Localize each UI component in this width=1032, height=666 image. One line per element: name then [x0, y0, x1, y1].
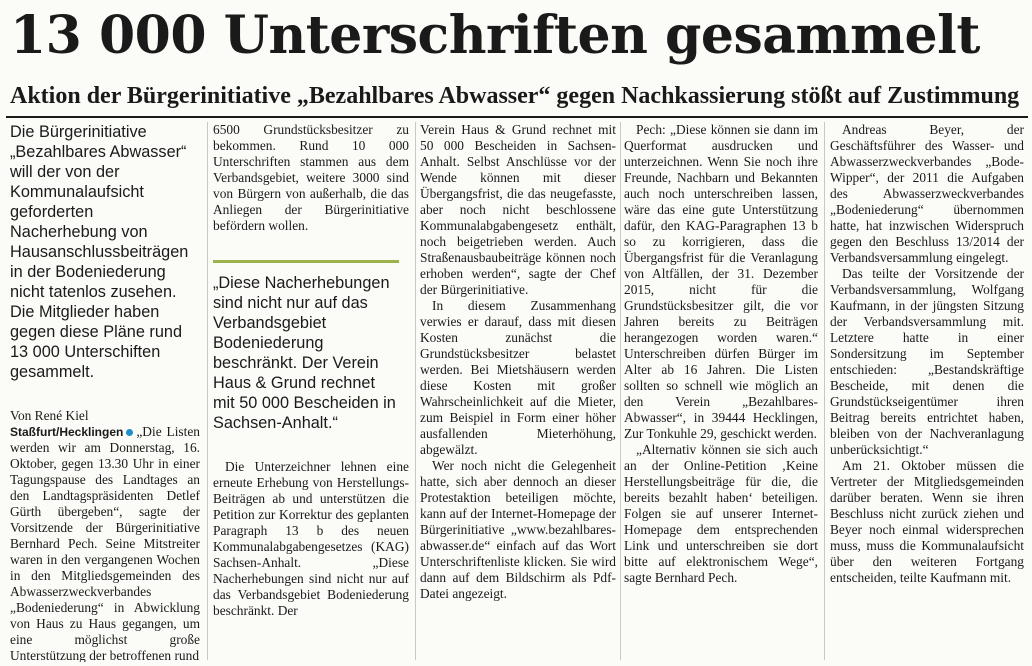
article-paragraph: Wer noch nicht die Gelegenheit hatte, sich aber dennoch an dieser Protestaktion beteiligen möchte, kann auf der Internet-Homepage der Bürgerinitiative „www.bezahlbares-abwasser.de“ einfach auf das Wort Unterschriftenliste klicken. Sie wird dann auf dem Bildschirm als Pdf-Datei angezeigt.	[420, 458, 616, 601]
article-paragraph: Verein Haus & Grund rechnet mit 50 000 Bescheiden in Sachsen-Anhalt. Selbst Anschlüsse vor der Wende können mit dieser Übergangsfrist, die das neugefasste, aber noch nicht beschlossene Kommunalabgabengesetz enthält, noch beigetrieben werden. Auch Straßenausbaubeiträge können noch erhoben werden“, sagte der Chef der Bürgerinitiative.	[420, 122, 616, 297]
article-paragraph: In diesem Zusammenhang verwies er darauf, dass mit diesen Kosten zunächst die Grundstücksbesitzer belastet werden. Bei Mietshäusern werden diese Kosten mit großer Wahrscheinlichkeit auf die Mieter, zum Beispiel in Form einer höher ausfallenden Mieterhöhung, abgewälzt.	[420, 298, 616, 457]
headline-divider	[6, 116, 1028, 118]
article-paragraph	[10, 424, 200, 662]
pull-quote: „Diese Nacherhebungen sind nicht nur auf das Verbandsgebiet Bodeniederung beschränkt. Der Verein Haus & Grund rechnet mit 50 000 Bescheiden in Sachsen-Anhalt.“	[213, 260, 399, 433]
article-paragraph: Die Unterzeichner lehnen eine erneute Erhebung von Herstellungs-Beiträgen ab und unterstützen die Petition zur Korrektur des geplanten Paragraph 13 b des neuen Kommunalabgabengesetzes (KAG) Sachsen-Anhalt. „Diese Nacherhebungen sind nicht nur auf das Verbandsgebiet Bodeniederung beschränkt. Der	[213, 459, 409, 618]
article-paragraph: Andreas Beyer, der Geschäftsführer des Wasser- und Abwasserzweckverbandes „Bode-Wipper“, der 2011 die Aufgaben des Abwasserzweckverbandes „Bodeniederung“ übernommen hatte, hat inzwischen Widerspruch gegen den Beschluss 13/2014 der Verbandsversammlung eingelegt.	[830, 122, 1024, 265]
article-paragraph: Pech: „Diese können sie dann im Querformat ausdrucken und unterzeichnen. Wenn Sie noch ihre Freunde, Nachbarn und Bekannten auch noch unterschreiben lassen, wäre das eine gute Unterstützung dafür, den KAG-Paragraphen 13 b so zu korrigieren, dass die Übergangsfrist für die Veranlagung von Altfällen, der 31. Dezember 2015, nicht für die Grundstücksbesitzer gilt, die vor Jahren bereits zu Beiträgen herangezogen worden waren.“ Unterschreiben dürfen Bürger im Alter ab 16 Jahren. Die Listen sollten so schnell wie möglich an den Verein „Bezahlbares-Abwasser“, in 39444 Hecklingen, Zur Tonkuhle 29, geschickt werden.	[624, 122, 818, 441]
paragraph-text: „Die Listen werden wir am Donnerstag, 16. Oktober, gegen 13.30 Uhr in einer Tagungspause des Landtages an den Landtagspräsidenten Detlef Gürth übergeben“, sagte der Vorsitzende der Bürgerinitiative Bernhard Pech. Seine Mitstreiter waren in den vergangenen Wochen in den Mitgliedsgemeinden des Abwasserzweckverbandes „Bodeniederung“ in Abwicklung von Haus zu Haus gegangen, um eine möglichst große Unterstützung der betroffenen rund	[10, 424, 200, 662]
article-column-2	[213, 122, 409, 662]
column-divider	[620, 122, 621, 660]
author-byline: Von René Kiel	[10, 408, 89, 423]
article-column-3	[420, 122, 616, 662]
article-paragraph: 6500 Grundstücksbesitzer zu bekommen. Rund 10 000 Unterschriften stammen aus dem Verbandsgebiet, weitere 3000 sind von Bürgern von außerhalb, die das Anliegen der Bürgerinitiative befördern wollen.	[213, 122, 409, 233]
dateline-dot-icon	[126, 429, 133, 436]
article-paragraph: „Alternativ können sie sich auch an der Online-Petition ‚Keine Herstellungsbeiträge für die, die bereits bezahlt haben‘ beteiligen. Folgen sie auf unserer Internet-Homepage dem entsprechenden Link und unterschreiben sie dort bitte auf elektronischem Wege“, sagte Bernhard Pech.	[624, 442, 818, 585]
column-divider	[207, 122, 208, 660]
article-lead: Die Bürgerinitiative „Bezahlbares Abwasser“ will der von der Kommunalaufsicht geforderten Nacherhebung von Hausanschlussbeiträgen in der Bodeniederung nicht tatenlos zusehen. Die Mitglieder haben gegen diese Pläne rund 13 000 Unterschiften gesammelt.	[10, 123, 189, 381]
article-column-5	[830, 122, 1024, 662]
article-column-1	[10, 122, 200, 662]
article-column-4	[624, 122, 818, 662]
article-paragraph: Am 21. Oktober müssen die Vertreter der Mitgliedsgemeinden darüber beraten. Wenn sie ihren Beschluss nicht zurück ziehen und Beyer noch einmal widersprechen muss, muss die Kommunalaufsicht über den weiteren Fortgang entscheiden, teilte Kaufmann mit.	[830, 458, 1024, 585]
article-paragraph: Das teilte der Vorsitzende der Verbandsversammlung, Wolfgang Kaufmann, in der jüngsten Sitzung der Verbandsversammlung mit. Letztere hatte in einer Sondersitzung im September entschieden: „Bestandskräftige Bescheide, mit denen die Grundstückseigentümer ihren Beitrag bereits entrichtet haben, bleiben von der Nachveranlagung unberücksichtigt.“	[830, 266, 1024, 457]
article-subheadline: Aktion der Bürgerinitiative „Bezahlbares Abwasser“ gegen Nachkassierung stößt auf Zustimmung	[10, 83, 1020, 109]
column-divider	[824, 122, 825, 660]
dateline: Staßfurt/Hecklingen	[10, 425, 124, 439]
article-headline: 13 000 Unterschriften gesammelt	[10, 5, 980, 66]
column-divider	[415, 122, 416, 660]
